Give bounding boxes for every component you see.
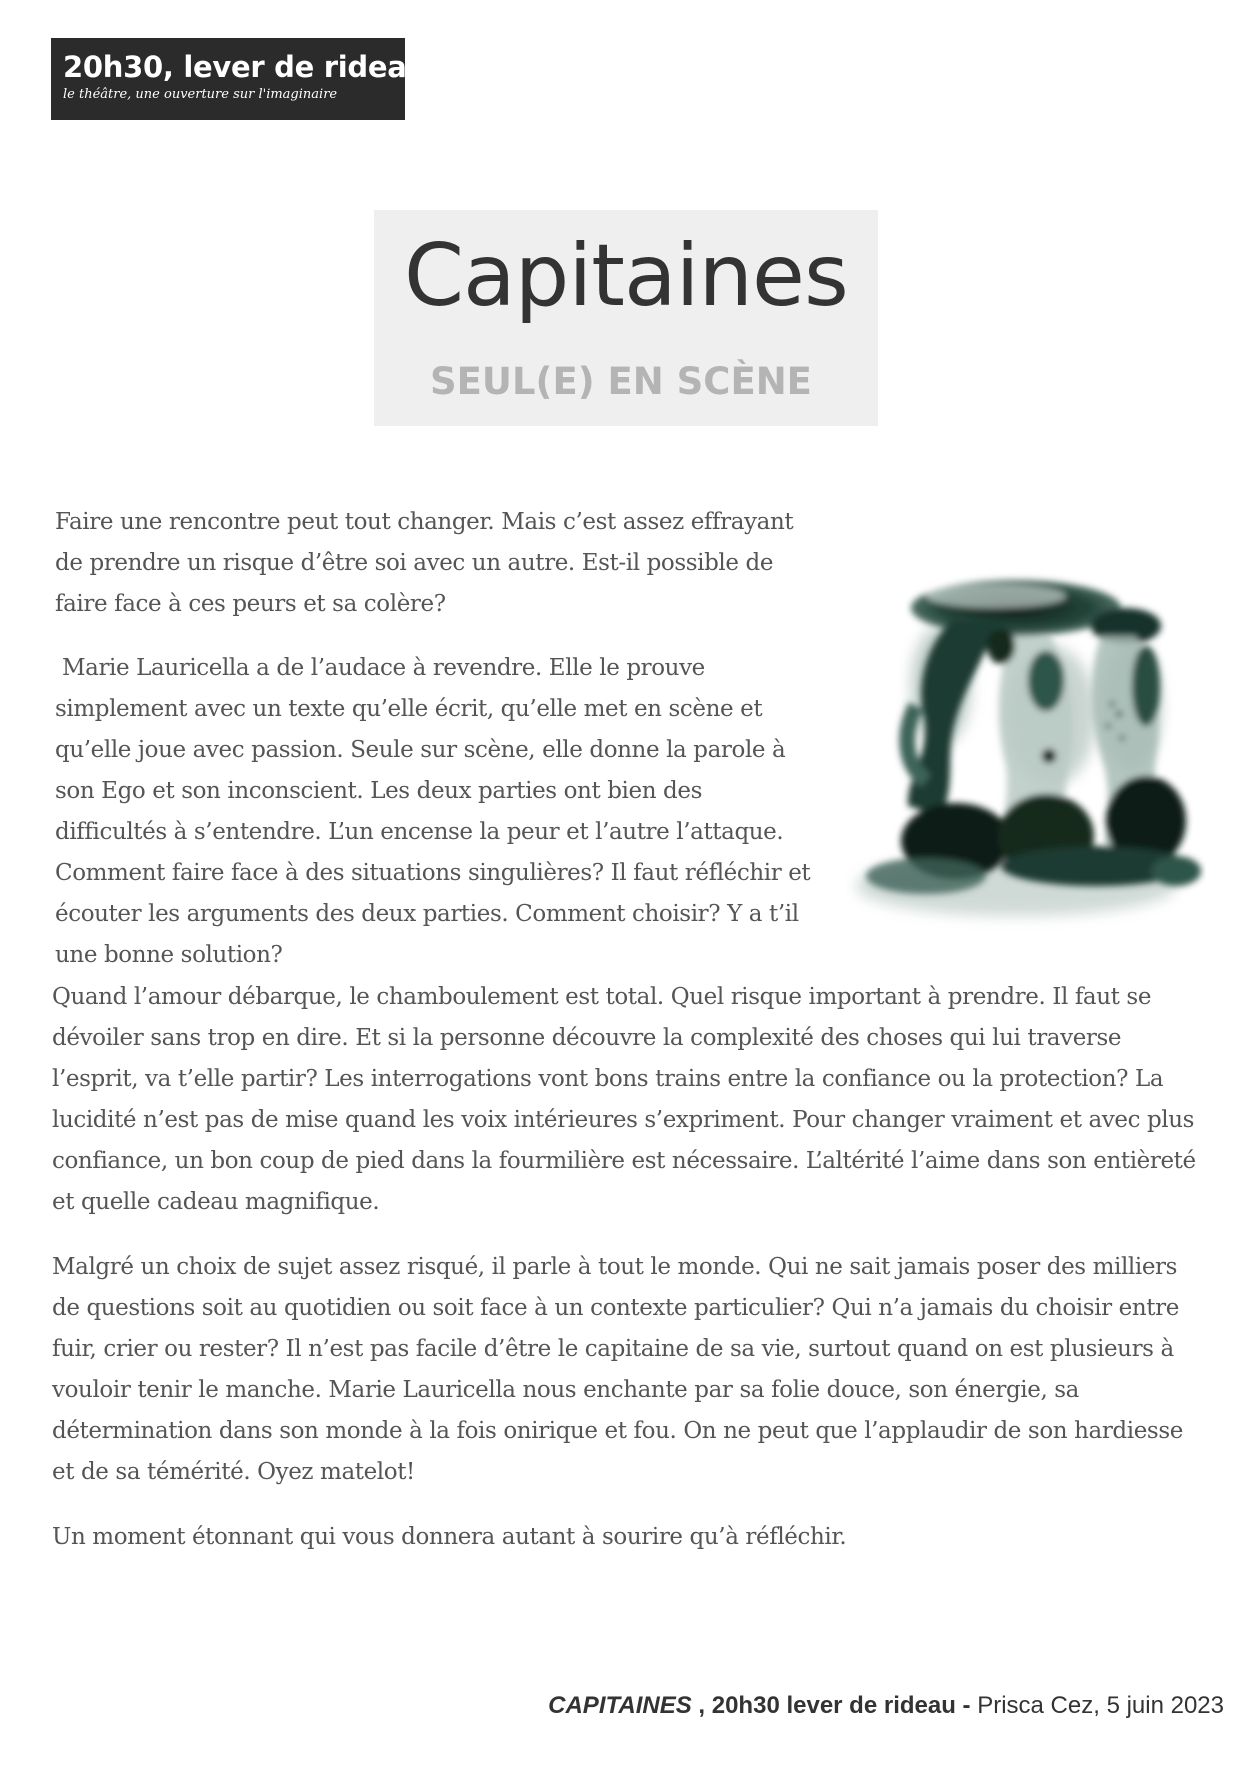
article-paragraph-3: Quand l’amour débarque, le chamboulement est total. Quel risque important à prendre. Il faut se dévoiler sans trop en dire. Et si la personne découvre la complexité des choses qui lui traverse l’esprit, va t’elle partir? Les interrogations vont bons trains entre la confiance ou la protection? La lucidité n’est pas de mise quand les voix intérieures s’expriment. Pour changer vraiment et avec plus confiance, un bon coup de pied dans la fourmilière est nécessaire. L’altérité l’aime dans son entièreté et quelle cadeau magnifique. bbox=[52, 984, 1196, 1215]
footer-dash: - bbox=[955, 1692, 978, 1719]
footer-show-title: CAPITAINES bbox=[548, 1692, 692, 1719]
logo-tagline: le théâtre, une ouverture sur l'imaginaire bbox=[63, 87, 338, 102]
footer-publication: 20h30 lever de rideau bbox=[711, 1692, 956, 1719]
site-logo[interactable] bbox=[51, 38, 427, 120]
article-paragraph-5: Un moment étonnant qui vous donnera autant à sourire qu’à réfléchir. bbox=[52, 1524, 847, 1550]
title-banner bbox=[374, 210, 878, 426]
ink-sculpture-illustration bbox=[846, 566, 1206, 936]
article-paragraph-1: Faire une rencontre peut tout changer. Mais c’est assez effrayant de prendre un risque d’être soi avec un autre. Est-il possible de faire face à ces peurs et sa colère? bbox=[55, 509, 794, 617]
article-paragraph-2: Marie Lauricella a de l’audace à revendre. Elle le prouve simplement avec un texte qu’elle écrit, qu’elle met en scène et qu’elle joue avec passion. Seule sur scène, elle donne la parole à son Ego et son inconscient. Les deux parties ont bien des difficultés à s’entendre. L’un encense la peur et l’autre l’attaque. Comment faire face à des situations singulières? Il faut réfléchir et écouter les arguments des deux parties. Comment choisir? Y a t’il une bonne solution? bbox=[55, 655, 811, 968]
logo-title: 20h30, lever de rideau bbox=[63, 50, 427, 84]
article-footer bbox=[548, 1692, 1224, 1720]
footer-author-date: Prisca Cez, 5 juin 2023 bbox=[977, 1692, 1224, 1719]
page-title: Capitaines bbox=[404, 226, 848, 326]
footer-title-separator: , bbox=[691, 1692, 712, 1719]
article-paragraph-4: Malgré un choix de sujet assez risqué, il parle à tout le monde. Qui ne sait jamais poser des milliers de questions soit au quotidien ou soit face à un contexte particulier? Qui n’a jamais du choisir entre fuir, crier ou rester? Il n’est pas facile d’être le capitaine de sa vie, surtout quand on est plusieurs à vouloir tenir le manche. Marie Lauricella nous enchante par sa folie douce, son énergie, sa détermination dans son monde à la fois onirique et fou. On ne peut que l’applaudir de son hardiesse et de sa témérité. Oyez matelot! bbox=[52, 1254, 1183, 1485]
category-label: SEUL(E) EN SCÈNE bbox=[430, 360, 812, 403]
